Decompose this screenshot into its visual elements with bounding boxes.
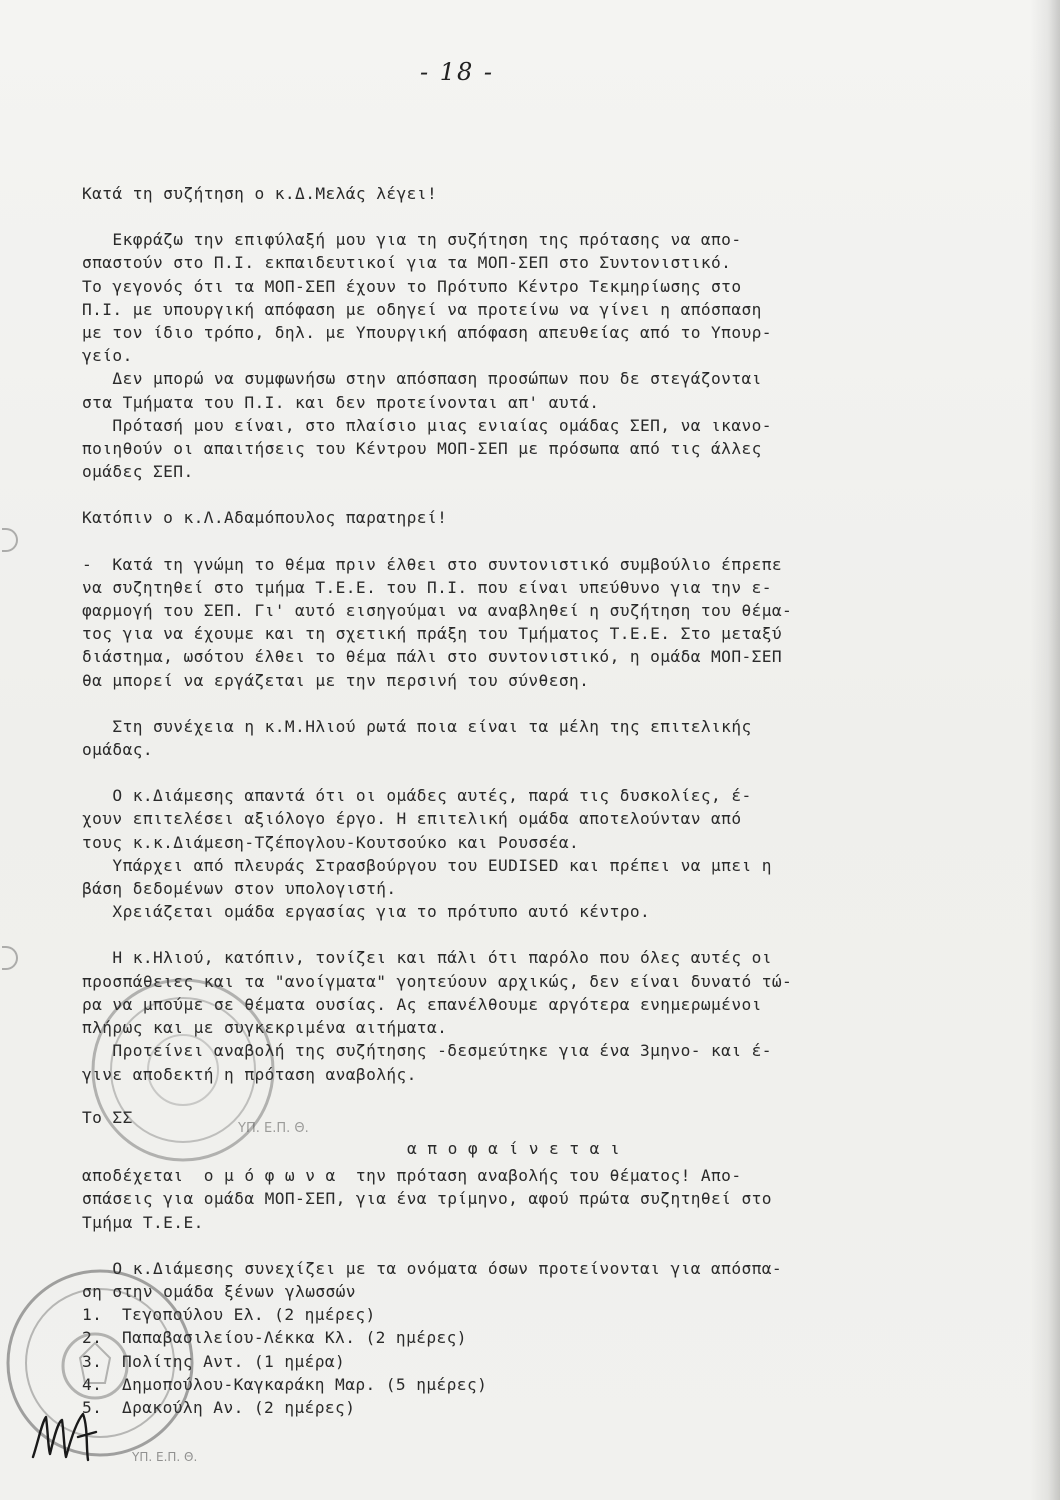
decision-text: [82, 1164, 982, 1234]
text-line: Υπάρχει από πλευράς Στρασβούργου του EUDISED και πρέπει να μπει η: [82, 855, 772, 875]
closing-block: [82, 1257, 982, 1419]
closing-text: [82, 1257, 982, 1303]
text-line: φαρμογή του ΣΕΠ. Γι' αυτό εισηγούμαι να αναβληθεί η συζήτηση του θέμα-: [82, 601, 793, 621]
page-shadow-edge: [1030, 0, 1060, 1500]
list-item: [82, 1303, 982, 1326]
paragraph: [82, 182, 982, 205]
page-number: - 18 -: [420, 58, 495, 86]
list-item-text: Δρακούλη Αν. (2 ημέρες): [122, 1397, 356, 1417]
text-line: γινε αποδεκτή η πρόταση αναβολής.: [82, 1064, 417, 1084]
list-item-number: 4.: [82, 1374, 103, 1394]
list-item-number: 1.: [82, 1305, 103, 1325]
text-line: θα μπορεί να εργάζεται με την περσινή του σύνθεση.: [82, 670, 590, 690]
paragraph: [82, 784, 982, 923]
text-line: Στη συνέχεια η κ.Μ.Ηλιού ρωτά ποια είναι τα μέλη της επιτελικής: [82, 716, 752, 736]
paragraph: [82, 715, 982, 761]
list-item-number: 3.: [82, 1351, 103, 1371]
text-line: αποδέχεται ο μ ό φ ω ν α την πρόταση αναβολής του θέματος! Απο-: [82, 1166, 742, 1186]
text-line: ομάδες ΣΕΠ.: [82, 462, 194, 482]
text-line: προσπάθειες και τα "ανοίγματα" γοητεύουν αρχικώς, δεν είναι δυνατό τώ-: [82, 971, 793, 991]
text-line: τος για να έχουμε και τη σχετική πράξη του Τμήματος Τ.Ε.Ε. Στο μεταξύ: [82, 624, 783, 644]
text-line: βάση δεδομένων στον υπολογιστή.: [82, 879, 397, 899]
text-line: Δεν μπορώ να συμφωνήσω στην απόσπαση προσώπων που δε στεγάζονται: [82, 369, 762, 389]
text-line: με τον ίδιο τρόπο, δηλ. με Υπουργική απόφαση απευθείας από το Υπουρ-: [82, 323, 772, 343]
svg-text:ΥΠ. Ε.Π. Θ.: ΥΠ. Ε.Π. Θ.: [238, 1121, 309, 1136]
svg-text:ΥΠ. Ε.Π. Θ.: ΥΠ. Ε.Π. Θ.: [132, 1450, 198, 1464]
list-item: [82, 1396, 982, 1419]
paragraph: [82, 228, 982, 483]
paragraph: [82, 553, 982, 692]
punch-hole-mark: [2, 528, 18, 552]
decision-heading: α π ο φ α ί ν ε τ α ι: [407, 1138, 621, 1158]
text-line: Κατά τη συζήτηση ο κ.Δ.Μελάς λέγει!: [82, 184, 438, 203]
list-item-number: 5.: [82, 1397, 103, 1417]
text-line: γείο.: [82, 346, 133, 366]
paragraph-list: [82, 182, 982, 1086]
text-line: Προτείνει αναβολή της συζήτησης -δεσμεύτηκε για ένα 3μηνο- και έ-: [82, 1041, 772, 1061]
text-line: ομάδας.: [82, 740, 154, 760]
text-line: Κατόπιν ο κ.Λ.Αδαμόπουλος παρατηρεί!: [82, 508, 448, 528]
text-line: Η κ.Ηλιού, κατόπιν, τονίζει και πάλι ότι παρόλο που όλες αυτές οι: [82, 948, 772, 968]
text-line: - Κατά τη γνώμη το θέμα πριν έλθει στο συντονιστικό συμβούλιο έπρεπε: [82, 554, 783, 574]
text-line: σπαστούν στο Π.Ι. εκπαιδευτικοί για τα ΜΟΠ-ΣΕΠ στο Συντονιστικό.: [82, 253, 732, 273]
official-seal-middle: [78, 1000, 309, 1140]
text-line: Ο κ.Διάμεσης συνεχίζει με τα ονόματα όσων προτείνονται για απόσπα-: [82, 1258, 783, 1278]
text-line: ση στην ομάδα ξένων γλωσσών: [82, 1281, 356, 1301]
list-item: [82, 1326, 982, 1349]
text-line: να συζητηθεί στο τμήμα Τ.Ε.Ε. του Π.Ι. που είναι υπεύθυνο για την ε-: [82, 577, 772, 597]
text-line: διάστημα, ωσότου έλθει το θέμα πάλι στο συντονιστικό, η ομάδα ΜΟΠ-ΣΕΠ: [82, 647, 783, 667]
list-item-text: Πολίτης Αντ. (1 ημέρα): [122, 1351, 346, 1371]
list-item: [82, 1350, 982, 1373]
text-line: τους κ.κ.Διάμεση-Τζέπογλου-Κουτσούκο και Ρουσσέα.: [82, 832, 580, 852]
text-line: πλήρως και με συγκεκριμένα αιτήματα.: [82, 1018, 448, 1038]
text-line: ποιηθούν οι απαιτήσεις του Κέντρου ΜΟΠ-ΣΕΠ με πρόσωπα από τις άλλες: [82, 439, 762, 459]
punch-hole-mark: [2, 946, 18, 970]
list-item-text: Τεγοπούλου Ελ. (2 ημέρες): [122, 1305, 376, 1325]
nominee-list: [82, 1303, 982, 1419]
text-line: Χρειάζεται ομάδα εργασίας για το πρότυπο αυτό κέντρο.: [82, 902, 651, 922]
text-line: Πρότασή μου είναι, στο πλαίσιο μιας ενιαίας ομάδας ΣΕΠ, να ικανο-: [82, 415, 772, 435]
text-line: χουν επιτελέσει αξιόλογο έργο. Η επιτελική ομάδα αποτελούνταν από: [82, 809, 742, 829]
text-line: Ο κ.Διάμεσης απαντά ότι οι ομάδες αυτές, παρά τις δυσκολίες, έ-: [82, 786, 752, 806]
decision-intro: Το ΣΣ: [82, 1107, 133, 1127]
text-line: Εκφράζω την επιφύλαξή μου για τη συζήτηση της πρότασης να απο-: [82, 230, 742, 250]
text-line: Το γεγονός ότι τα ΜΟΠ-ΣΕΠ έχουν το Πρότυπο Κέντρο Τεκμηρίωσης στο: [82, 276, 742, 296]
text-line: ρα να μπούμε σε θέματα ουσίας. Ας επανέλθουμε αργότερα ενημερωμένοι: [82, 994, 762, 1014]
handwritten-signature: [28, 1402, 108, 1472]
text-line: Π.Ι. με υπουργική απόφαση με οδηγεί να προτείνω να γίνει η απόσπαση: [82, 299, 762, 319]
text-line: στα Τμήματα του Π.Ι. και δεν προτείνονται απ' αυτά.: [82, 392, 600, 412]
list-item: [82, 1373, 982, 1396]
list-item-text: Δημοπούλου-Καγκαράκη Μαρ. (5 ημέρες): [122, 1374, 488, 1394]
list-item-number: 2.: [82, 1328, 103, 1348]
paragraph: [82, 506, 982, 529]
text-line: σπάσεις για ομάδα ΜΟΠ-ΣΕΠ, για ένα τρίμηνο, αφού πρώτα συζητηθεί στο: [82, 1189, 772, 1209]
list-item-text: Παπαβασιλείου-Λέκκα Κλ. (2 ημέρες): [122, 1328, 467, 1348]
document-body: [82, 182, 982, 1419]
text-line: Τμήμα Τ.Ε.Ε.: [82, 1212, 204, 1232]
